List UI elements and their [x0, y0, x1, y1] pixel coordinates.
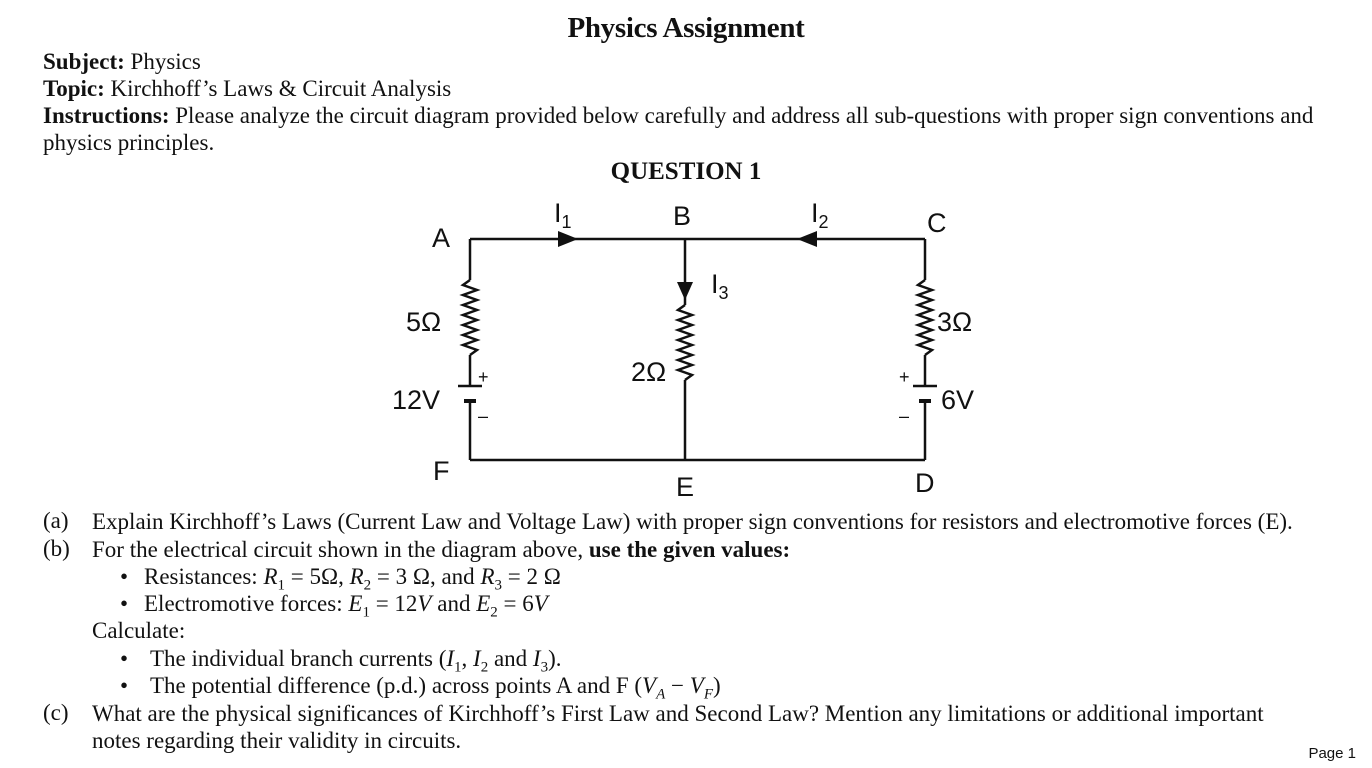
subject-value: Physics [130, 49, 201, 74]
node-b-label: B [673, 201, 692, 231]
resistor-left [463, 280, 477, 355]
node-f-label: F [433, 456, 450, 486]
current-arrow-i2 [797, 231, 817, 247]
circuit-diagram [370, 190, 1010, 502]
calculate-label: Calculate: [92, 618, 186, 643]
page-number: Page 1 [1308, 745, 1356, 762]
topic-value: Kirchhoff’s Laws & Circuit Analysis [110, 76, 452, 101]
left-battery-label: 12V [392, 385, 441, 415]
part-b-text [92, 536, 1352, 563]
instructions-line [43, 102, 1333, 156]
left-plus-sign: + [478, 367, 489, 387]
topic-label: Topic: [43, 76, 105, 101]
calc-currents-text: The individual branch currents [150, 646, 433, 671]
current-arrow-i1 [558, 231, 578, 247]
right-battery-label: 6V [941, 385, 975, 415]
right-plus-sign: + [899, 367, 910, 387]
part-b-intro: For the electrical circuit shown in the diagram above, [92, 537, 584, 562]
current-i3-label: $I_3$ [711, 269, 729, 303]
part-b-label: (b) [43, 536, 70, 561]
battery-left [458, 386, 482, 401]
node-e-label: E [676, 472, 695, 502]
calc-currents-bullet: • The individual branch currents ($I_1$, $I_2$ and $I_3$). [120, 646, 562, 676]
right-resistor-label: 3Ω [937, 307, 973, 337]
left-minus-sign: – [478, 406, 489, 426]
current-arrow-i3 [677, 282, 693, 300]
emf-bullet: • Electromotive forces: $E_1 = 12V$ and $E_2 = 6V$ [120, 591, 548, 621]
topic-line [43, 75, 1333, 102]
part-a-text: Explain Kirchhoff’s Laws (Current Law and Voltage Law) with proper sign conventions for resistors and electromotive forces (E). [92, 509, 1293, 534]
resistances-label: Resistances: [144, 564, 258, 589]
battery-right [913, 386, 937, 401]
node-a-label: A [432, 223, 451, 253]
instructions-text: Please analyze the circuit diagram provided below carefully and address all sub-questions with proper sign conventions and physics principles. [43, 103, 1314, 155]
current-i2-label: $I_2$ [811, 198, 829, 232]
resistor-right [918, 280, 932, 355]
resistances-bullet: • Resistances: $R_1 = 5\Omega$, $R_2 = 3$ Ω, and $R_3 = 2$ Ω [120, 564, 561, 594]
subject-label: Subject: [43, 49, 125, 74]
page-title: Physics Assignment [567, 12, 805, 44]
calc-pd-bullet: • The potential difference (p.d.) across points A and F $(V_A - V_F)$ [120, 673, 721, 703]
calc-pd-text: The potential difference (p.d.) across points A and F [150, 673, 629, 698]
part-a-label: (a) [43, 508, 69, 533]
node-d-label: D [915, 468, 935, 498]
node-c-label: C [927, 208, 947, 238]
part-c-label: (c) [43, 700, 69, 725]
middle-resistor-label: 2Ω [631, 357, 667, 387]
instructions-label: Instructions: [43, 103, 170, 128]
current-i1-label: $I_1$ [554, 198, 572, 232]
part-b-bold: use the given values: [588, 537, 791, 562]
question-title: QUESTION 1 [610, 158, 762, 185]
resistor-middle [678, 305, 692, 380]
emf-label: Electromotive forces: [144, 591, 343, 616]
part-c-text: What are the physical significances of Kirchhoff’s First Law and Second Law? Mention any limitations or additional important notes regarding their validity in circuits. [92, 701, 1264, 753]
subject-line [43, 48, 1333, 75]
right-minus-sign: – [899, 406, 910, 426]
left-resistor-label: 5Ω [406, 307, 442, 337]
